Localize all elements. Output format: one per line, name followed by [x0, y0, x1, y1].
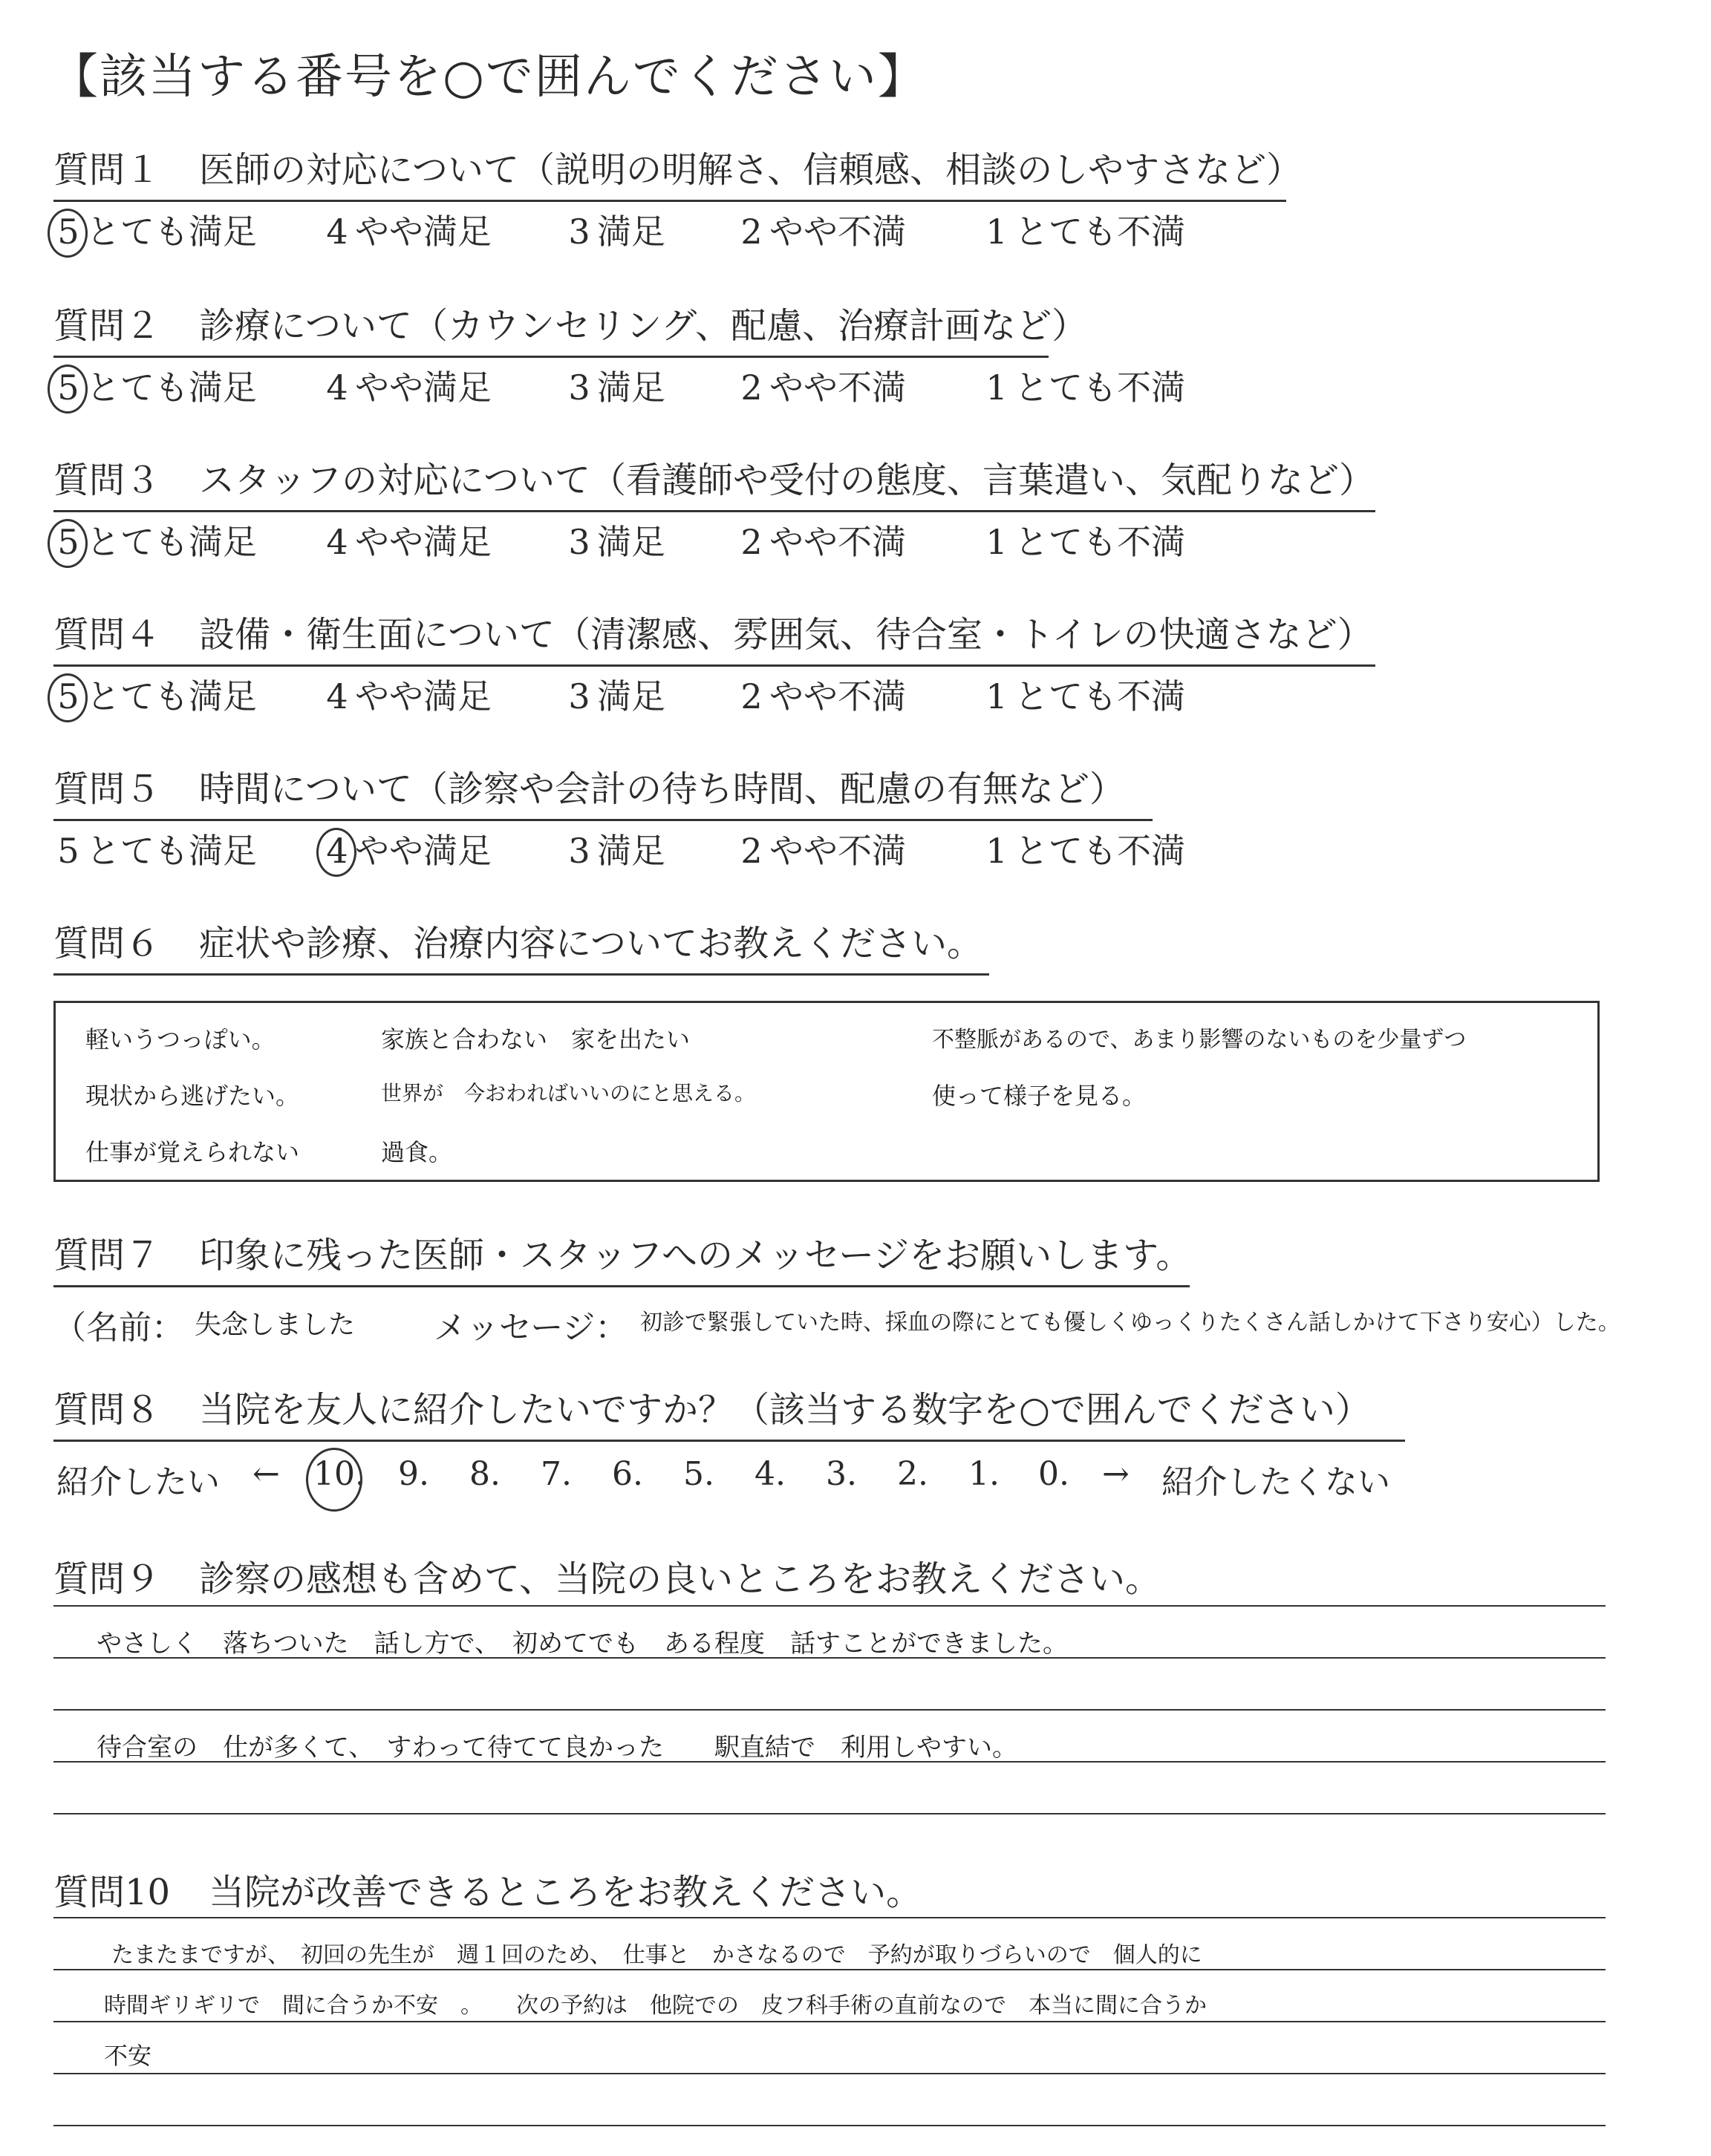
q7-name-label: （名前：	[53, 1309, 184, 1347]
scale-option-4[interactable]: 4.	[755, 1455, 786, 1493]
q1-option-3-label: 満足	[597, 212, 665, 252]
q1-option-1-value: 1	[985, 212, 1008, 252]
q4-option-3-label: 満足	[597, 676, 665, 716]
q4-option-2-label: やや不満	[769, 676, 906, 716]
question-2-text: 診療について（カウンセリング、配慮、治療計画など）	[199, 305, 1088, 347]
question-10-number: 質問10	[53, 1872, 171, 1913]
question-5-text: 時間について（診察や会計の待ち時間、配慮の有無など）	[199, 768, 1126, 810]
q2-option-5[interactable]	[50, 361, 257, 410]
q3-option-4-value: 4	[326, 522, 348, 562]
q2-option-2-label: やや不満	[769, 368, 906, 408]
question-8-text: 当院を友人に紹介したいですか？（該当する数字を○で囲んでください）	[199, 1389, 1371, 1431]
q10-answer-line-1[interactable]: たまたまですが、 初回の先生が 週１回のため、 仕事と かさなるので 予約が取りづらいので 個人的に	[111, 1942, 1202, 1968]
q1-option-3[interactable]	[561, 205, 665, 254]
q3-option-4-label: やや満足	[355, 522, 492, 562]
q3-option-1[interactable]	[979, 515, 1185, 564]
q5-option-5-value: 5	[57, 831, 79, 871]
q4-option-4-label: やや満足	[355, 676, 492, 716]
question-1-heading	[53, 141, 1303, 202]
q7-message-label: メッセージ：	[434, 1309, 628, 1347]
q4-option-3[interactable]	[561, 670, 665, 719]
q5-option-2[interactable]	[734, 824, 906, 873]
question-8-number: 質問８	[53, 1389, 161, 1431]
question-3-text: スタッフの対応について（看護師や受付の態度、言葉遣い、気配りなど）	[199, 460, 1375, 501]
question-10-heading	[53, 1863, 922, 1922]
question-5-heading	[53, 760, 1153, 821]
q10-rule-1	[53, 1917, 1606, 1918]
scale-option-1[interactable]: 1.	[968, 1455, 1000, 1493]
question-4-heading	[53, 606, 1375, 667]
q6-answer-b2: 世界が 今おわればいいのにと思える。	[381, 1081, 756, 1105]
q2-option-4-label: やや満足	[355, 368, 492, 408]
question-2-heading	[53, 297, 1088, 358]
q2-option-1-value: 1	[985, 368, 1008, 408]
q5-option-1-label: とても不満	[1014, 831, 1185, 871]
q5-option-3[interactable]	[561, 824, 665, 873]
q3-option-1-label: とても不満	[1014, 522, 1185, 562]
scale-option-9[interactable]: 9.	[398, 1455, 429, 1493]
scale-option-3[interactable]: 3.	[826, 1455, 857, 1493]
q1-option-2-label: やや不満	[769, 212, 906, 252]
question-10-text: 当院が改善できるところをお教えください。	[209, 1872, 922, 1913]
q5-option-4[interactable]	[319, 824, 492, 873]
q4-option-1[interactable]	[979, 670, 1185, 719]
q9-answer-line-2[interactable]: 待合室の 仕が多くて、 すわって待てて良かった 駅直結で 利用しやすい。	[97, 1733, 1017, 1763]
scale-option-5[interactable]: 5.	[683, 1455, 714, 1493]
q6-answer-c1: 不整脈があるので、あまり影響のないものを少量ずつ	[932, 1027, 1467, 1053]
question-1-number: 質問１	[53, 149, 161, 191]
q6-answer-b1: 家族と合わない 家を出たい	[381, 1025, 691, 1054]
question-6-heading	[53, 915, 989, 976]
recommend-scale	[56, 1455, 1616, 1507]
q4-option-4-value: 4	[326, 676, 348, 716]
q2-option-5-value: 5	[50, 368, 86, 408]
question-7-text: 印象に残った医師・スタッフへのメッセージをお願いします。	[199, 1235, 1192, 1276]
q3-option-2[interactable]	[734, 515, 906, 564]
scale-option-7[interactable]: 7.	[541, 1455, 572, 1493]
q9-rule-2	[53, 1657, 1606, 1659]
q6-answer-c2: 使って様子を見る。	[932, 1082, 1147, 1110]
q9-answer-line-1[interactable]: やさしく 落ちついた 話し方で、 初めてでも ある程度 話すことができました。	[97, 1629, 1068, 1659]
scale-option-2[interactable]: 2.	[897, 1455, 928, 1493]
question-6-text: 症状や診療、治療内容についてお教えください。	[199, 923, 983, 964]
q5-option-2-label: やや不満	[769, 831, 906, 871]
right-arrow-icon: →	[1102, 1455, 1130, 1493]
q5-option-4-value: 4	[319, 831, 355, 871]
q9-rule-4	[53, 1761, 1606, 1763]
q2-option-3[interactable]	[561, 361, 665, 410]
question-9-number: 質問９	[53, 1558, 161, 1600]
q1-option-3-value: 3	[568, 212, 590, 252]
question-1-text: 医師の対応について（説明の明解さ、信頼感、相談のしやすさなど）	[199, 149, 1303, 191]
q3-option-1-value: 1	[985, 522, 1008, 562]
scale-option-8[interactable]: 8.	[469, 1455, 501, 1493]
q1-option-4[interactable]	[319, 205, 492, 254]
question-5-number: 質問５	[53, 768, 161, 810]
scale-option-10[interactable]: 10.	[313, 1455, 365, 1493]
q1-option-2-value: 2	[740, 212, 763, 252]
q5-option-3-label: 満足	[597, 831, 665, 871]
left-arrow-icon: ←	[252, 1455, 280, 1493]
q4-option-4[interactable]	[319, 670, 492, 719]
q2-option-4-value: 4	[326, 368, 348, 408]
q5-option-3-value: 3	[568, 831, 590, 871]
q7-name-value[interactable]: 失念しました	[195, 1310, 356, 1340]
question-7-heading	[53, 1226, 1190, 1287]
q1-option-5-value: 5	[50, 212, 86, 252]
page-title: 【該当する番号を○で囲んでください】	[50, 50, 927, 105]
q4-option-1-label: とても不満	[1014, 676, 1185, 716]
q4-option-2-value: 2	[740, 676, 763, 716]
q1-option-5[interactable]	[50, 205, 257, 254]
q2-option-1-label: とても不満	[1014, 368, 1185, 408]
q7-message-value[interactable]: 初診で緊張していた時、採血の際にとても優しくゆっくりたくさん話しかけて下さり安心）した。	[640, 1310, 1620, 1336]
q9-rule-3	[53, 1709, 1606, 1711]
q4-option-1-value: 1	[985, 676, 1008, 716]
q4-option-5[interactable]	[50, 670, 257, 719]
question-9-heading	[53, 1550, 1161, 1609]
scale-option-6[interactable]: 6.	[612, 1455, 643, 1493]
q1-option-2[interactable]	[734, 205, 906, 254]
question-7-number: 質問７	[53, 1235, 161, 1276]
q6-answer-b3: 過食。	[381, 1138, 453, 1166]
q5-option-1[interactable]	[979, 824, 1185, 873]
q3-option-2-label: やや不満	[769, 522, 906, 562]
question-6-number: 質問６	[53, 923, 161, 964]
q3-option-3-label: 満足	[597, 522, 665, 562]
question-8-heading	[53, 1381, 1405, 1442]
recommend-left-label: 紹介したい	[56, 1463, 220, 1501]
q5-option-5[interactable]	[50, 824, 257, 873]
question-4-text: 設備・衛生面について（清潔感、雰囲気、待合室・トイレの快適さなど）	[199, 614, 1373, 656]
q3-option-3[interactable]	[561, 515, 665, 564]
q3-option-2-value: 2	[740, 522, 763, 562]
q10-rule-5	[53, 2125, 1606, 2126]
q4-option-3-value: 3	[568, 676, 590, 716]
q5-option-4-label: やや満足	[355, 831, 492, 871]
q6-answer-a1: 軽いうつっぽい。	[85, 1025, 276, 1054]
q10-rule-3	[53, 2021, 1606, 2022]
q5-option-5-label: とても満足	[86, 831, 257, 871]
q2-option-3-label: 満足	[597, 368, 665, 408]
question-9-text: 診察の感想も含めて、当院の良いところをお教えください。	[199, 1558, 1161, 1600]
q2-option-3-value: 3	[568, 368, 590, 408]
q3-option-5[interactable]	[50, 515, 257, 564]
q2-option-5-label: とても満足	[86, 368, 257, 408]
q2-option-1[interactable]	[979, 361, 1185, 410]
q4-option-5-value: 5	[50, 676, 86, 716]
question-4-number: 質問４	[53, 614, 161, 656]
q3-option-5-value: 5	[50, 522, 86, 562]
recommend-right-label: 紹介したくない	[1161, 1463, 1390, 1501]
q9-rule-5	[53, 1813, 1606, 1814]
q1-option-1-label: とても不満	[1014, 212, 1185, 252]
q5-option-2-value: 2	[740, 831, 763, 871]
q1-option-5-label: とても満足	[86, 212, 257, 252]
q9-rule-1	[53, 1605, 1606, 1607]
q1-option-4-value: 4	[326, 212, 348, 252]
q3-option-4[interactable]	[319, 515, 492, 564]
q10-answer-line-2[interactable]: 時間ギリギリで 間に合うか不安 。 次の予約は 他院での 皮フ科手術の直前なので 本当に間に合うか	[104, 1993, 1207, 2019]
q6-answer-a3: 仕事が覚えられない	[85, 1138, 300, 1166]
q10-rule-4	[53, 2073, 1606, 2074]
scale-option-0[interactable]: 0.	[1038, 1455, 1069, 1493]
q3-option-5-label: とても満足	[86, 522, 257, 562]
q3-option-3-value: 3	[568, 522, 590, 562]
q6-answer-a2: 現状から逃げたい。	[85, 1082, 300, 1110]
q1-option-4-label: やや満足	[355, 212, 492, 252]
q2-option-2[interactable]	[734, 361, 906, 410]
q4-option-2[interactable]	[734, 670, 906, 719]
question-3-number: 質問３	[53, 460, 161, 501]
q2-option-2-value: 2	[740, 368, 763, 408]
question-2-number: 質問２	[53, 305, 161, 347]
question-3-heading	[53, 451, 1375, 512]
q1-option-1[interactable]	[979, 205, 1185, 254]
q5-option-1-value: 1	[985, 831, 1008, 871]
q10-answer-line-3[interactable]: 不安	[104, 2042, 152, 2070]
q4-option-5-label: とても満足	[86, 676, 257, 716]
question-6-answer-box[interactable]	[53, 1001, 1600, 1182]
q2-option-4[interactable]	[319, 361, 492, 410]
q10-rule-2	[53, 1969, 1606, 1970]
